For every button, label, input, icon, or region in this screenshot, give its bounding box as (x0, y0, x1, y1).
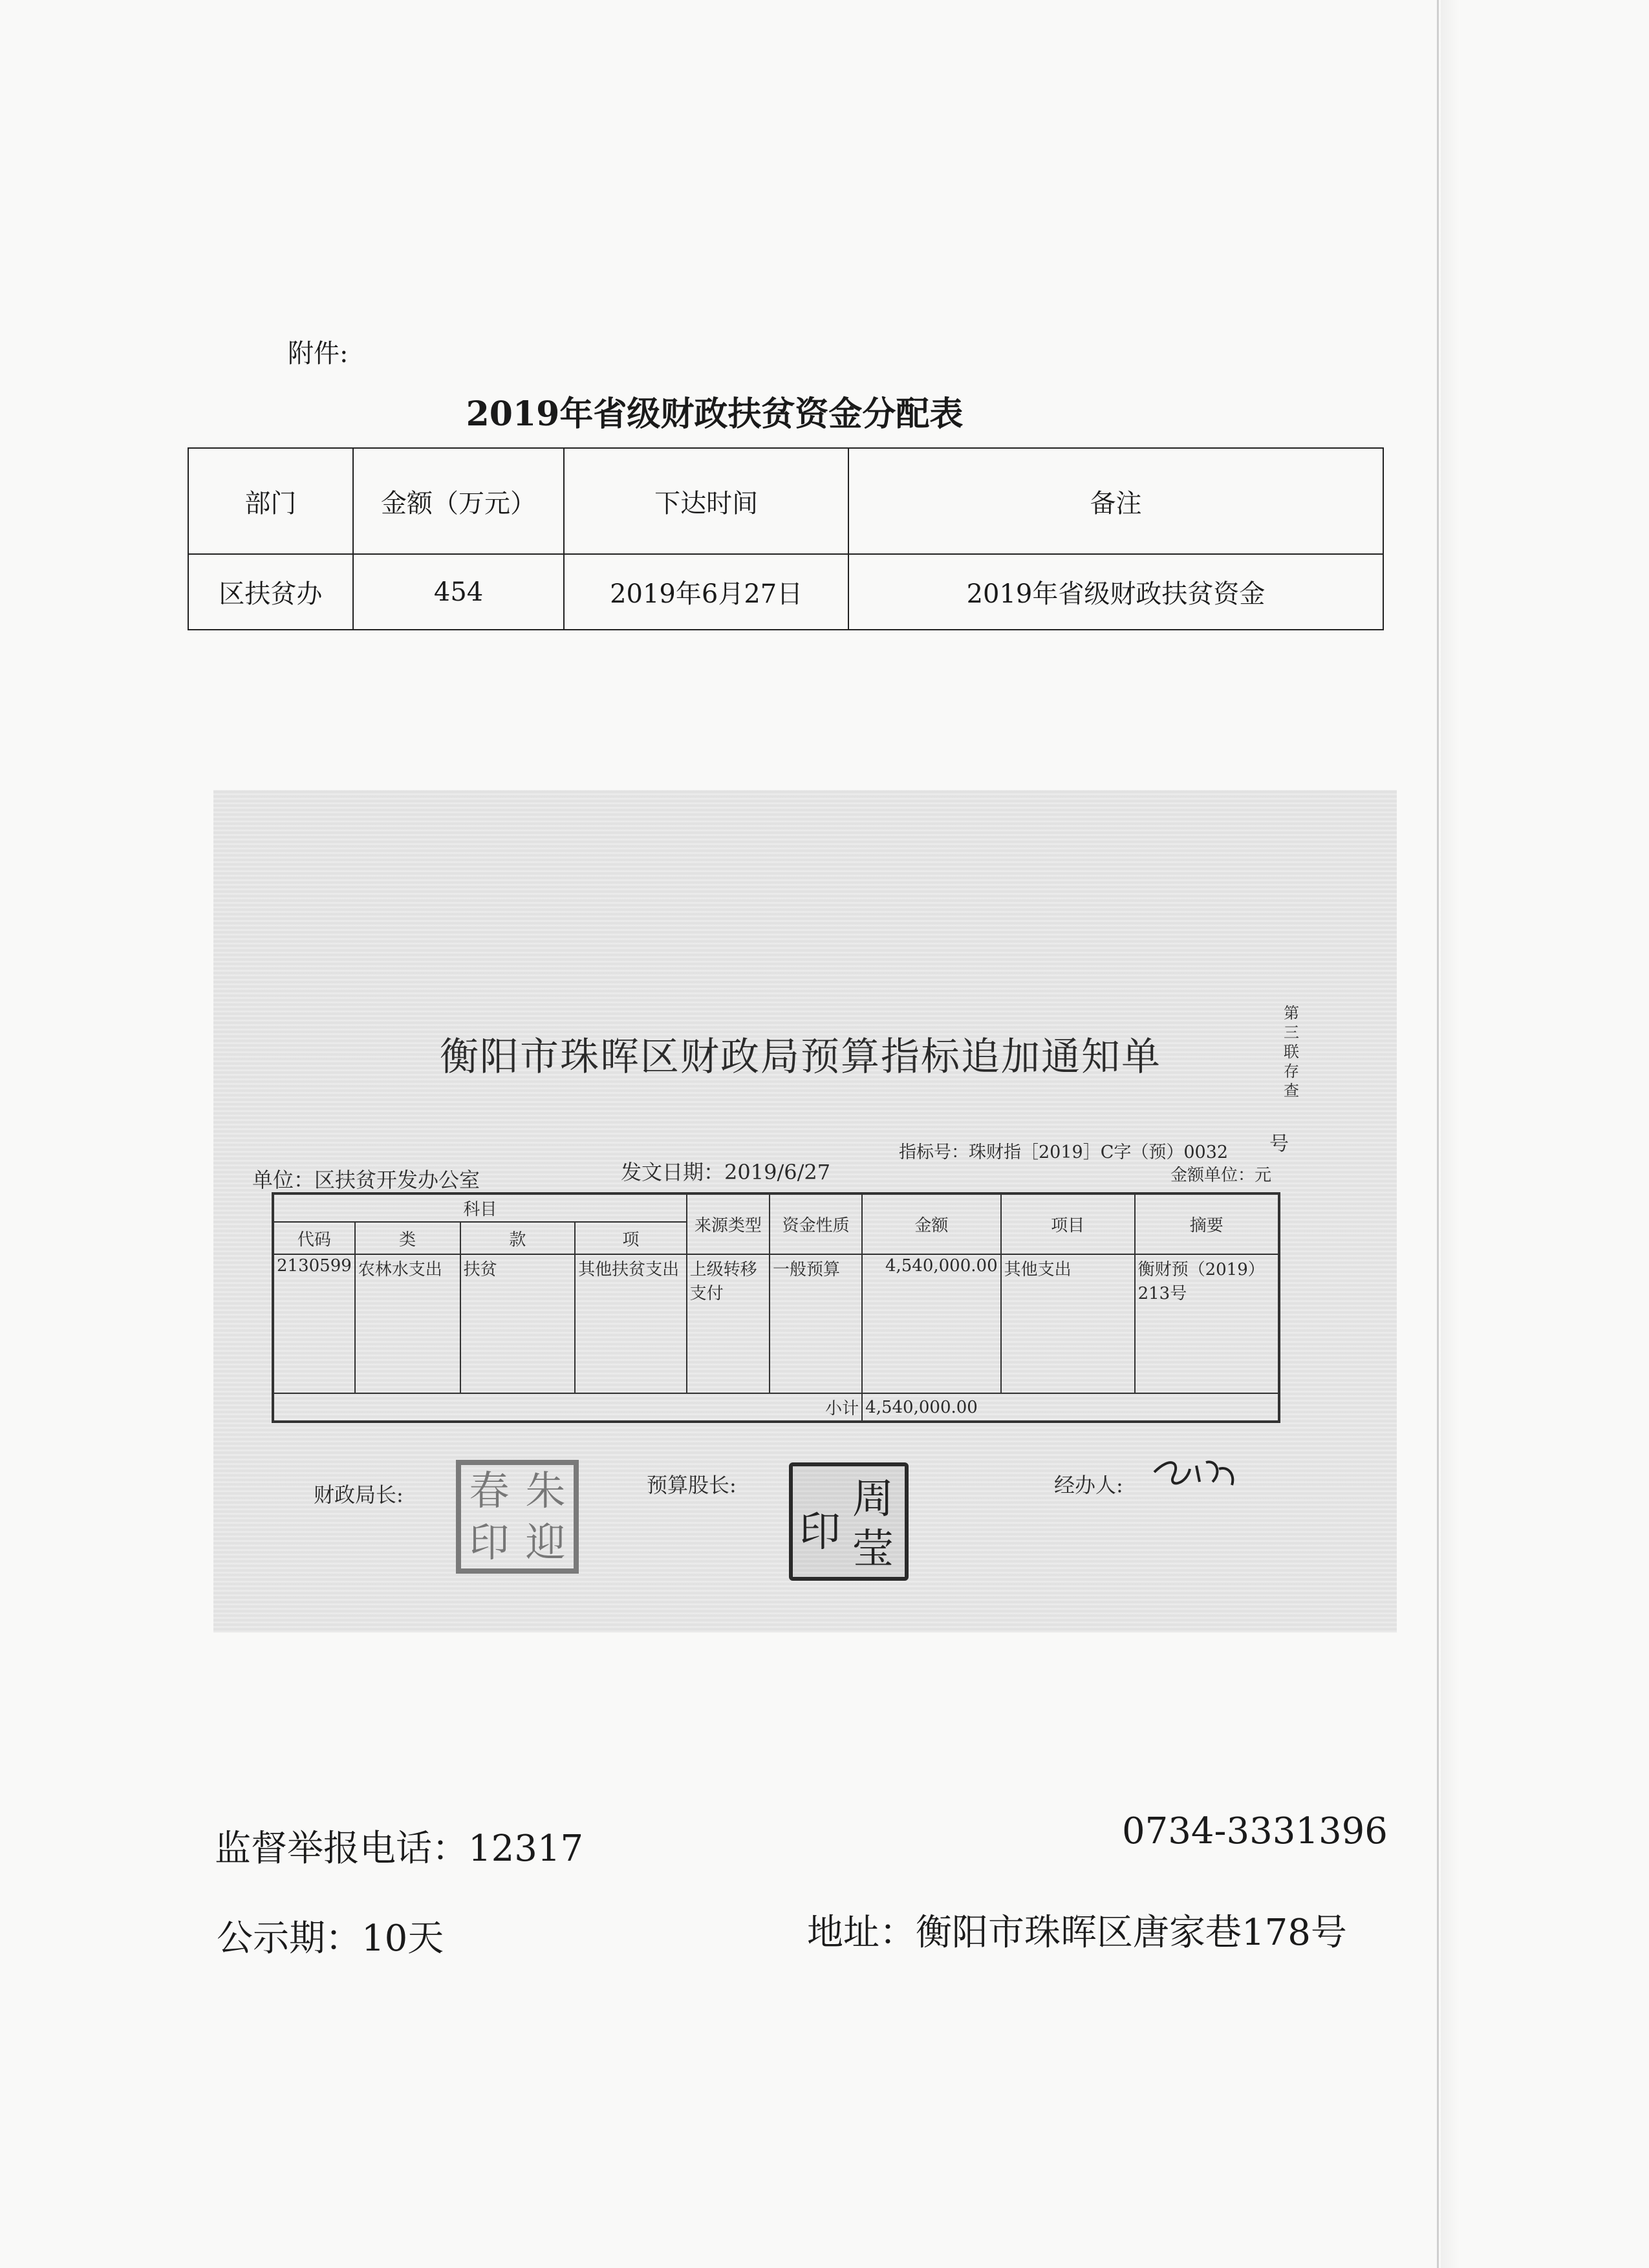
notice-table (272, 1192, 1280, 1423)
notice-unit: 单位：区扶贫开发办公室 (252, 1168, 480, 1192)
header-summary: 摘要 (1135, 1193, 1279, 1254)
signature-director-label: 财政局长: (314, 1482, 404, 1507)
footer-address: 地址：衡阳市珠晖区唐家巷178号 (807, 1912, 1347, 1954)
header-amount: 金额 (862, 1193, 1000, 1254)
cell-code: 2130599 (273, 1254, 355, 1393)
cell-remarks: 2019年省级财政扶贫资金 (848, 554, 1383, 630)
cell-amount: 454 (353, 554, 565, 630)
notice-title: 衡阳市珠晖区财政局预算指标追加通知单 (440, 1034, 1161, 1080)
allocation-table (188, 447, 1384, 630)
header-department: 部门 (188, 448, 353, 554)
seal-budget-head-right: 周莹 (852, 1475, 894, 1574)
notice-index-number: 指标号：珠财指［2019］C字（预）0032 (899, 1142, 1229, 1162)
scan-fold-shadow (1441, 0, 1460, 2268)
handwritten-signature (1151, 1450, 1242, 1495)
attachment-label: 附件: (288, 339, 349, 369)
header-remarks: 备注 (848, 448, 1383, 554)
subtotal-amount: 4,540,000.00 (862, 1393, 1279, 1422)
header-subject-group: 科目 (273, 1193, 687, 1222)
cell-department: 区扶贫办 (188, 554, 353, 630)
cell-category: 农林水支出 (355, 1254, 460, 1393)
header-section: 款 (460, 1222, 576, 1254)
header-issue-time: 下达时间 (564, 448, 848, 554)
seal-director-char: 印 (469, 1519, 510, 1566)
cell-project: 其他支出 (1001, 1254, 1135, 1393)
scanned-budget-notice (213, 790, 1397, 1632)
header-item: 项 (575, 1222, 687, 1254)
seal-director (456, 1460, 579, 1574)
scan-edge-line (1437, 0, 1439, 2268)
seal-budget-head-left: 印 (799, 1508, 841, 1556)
signature-budget-head-label: 预算股长: (647, 1473, 737, 1497)
footer-hotline: 监督举报电话：12317 (215, 1828, 584, 1870)
header-amount: 金额（万元） (353, 448, 565, 554)
header-category: 类 (355, 1222, 460, 1254)
signature-handler-label: 经办人: (1054, 1473, 1123, 1497)
notice-money-unit: 金额单位：元 (1170, 1166, 1272, 1185)
notice-issue-date: 发文日期：2019/6/27 (621, 1160, 831, 1184)
cell-summary: 衡财预（2019）213号 (1135, 1254, 1279, 1393)
header-nature: 资金性质 (770, 1193, 862, 1254)
cell-source: 上级转移支付 (687, 1254, 770, 1393)
notice-side-note: 第三联存查 (1284, 1004, 1299, 1100)
seal-director-char: 迎 (525, 1519, 566, 1566)
subtotal-row (273, 1393, 1279, 1422)
cell-section: 扶贫 (460, 1254, 576, 1393)
cell-nature: 一般预算 (770, 1254, 862, 1393)
notice-hao: 号 (1269, 1133, 1289, 1155)
cell-item: 其他扶贫支出 (575, 1254, 687, 1393)
header-project: 项目 (1001, 1193, 1135, 1254)
footer-phone: 0734-3331396 (1122, 1810, 1388, 1852)
subtotal-label: 小计 (273, 1393, 862, 1422)
header-source: 来源类型 (687, 1193, 770, 1254)
allocation-header-row (188, 448, 1383, 554)
cell-amount: 4,540,000.00 (862, 1254, 1000, 1393)
seal-director-char: 春 (469, 1467, 510, 1514)
document-title: 2019年省级财政扶贫资金分配表 (466, 394, 964, 434)
cell-issue-time: 2019年6月27日 (564, 554, 848, 630)
footer-period: 公示期：10天 (217, 1918, 444, 1960)
seal-director-char: 朱 (525, 1467, 566, 1514)
table-row (273, 1254, 1279, 1393)
seal-budget-head (789, 1462, 909, 1581)
header-code: 代码 (273, 1222, 355, 1254)
table-row (188, 554, 1383, 630)
